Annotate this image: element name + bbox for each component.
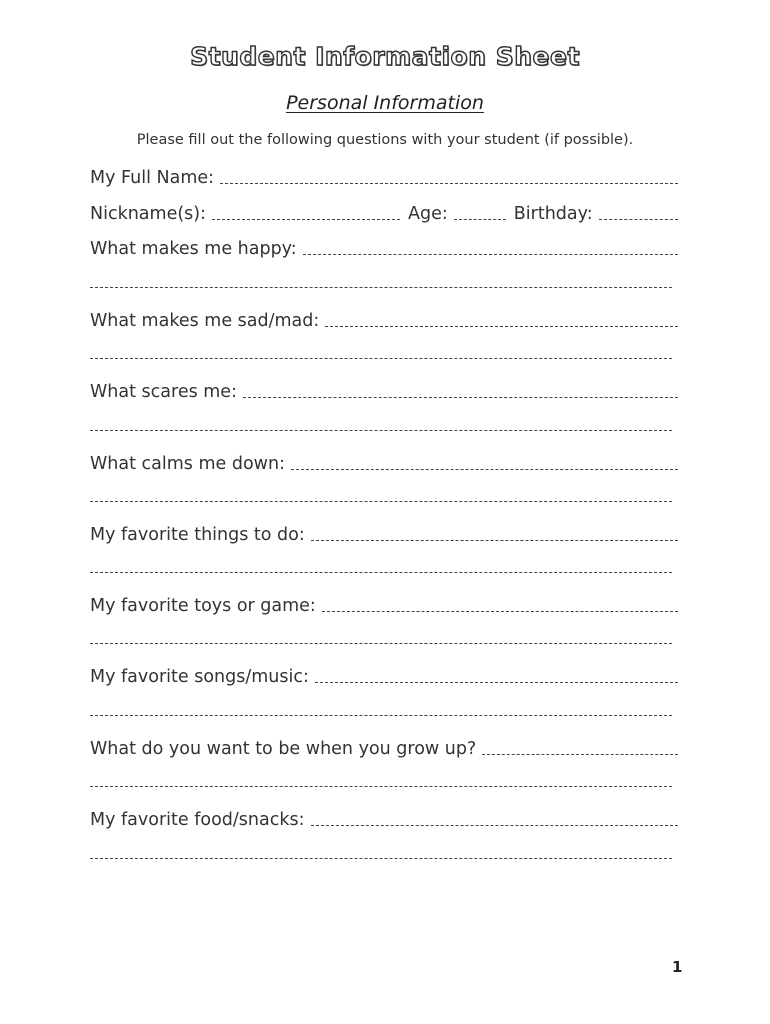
question-label: My favorite toys or game: — [90, 596, 316, 616]
question-label: What scares me: — [90, 382, 237, 402]
section-subtitle: Personal Information — [286, 92, 484, 114]
answer-line[interactable] — [90, 572, 672, 573]
question-label: My favorite food/snacks: — [90, 810, 305, 830]
nickname-label: Nickname(s): — [90, 204, 207, 224]
answer-line[interactable] — [90, 715, 672, 716]
answer-line[interactable] — [90, 430, 672, 431]
answer-blank[interactable] — [325, 326, 678, 327]
age-blank[interactable] — [454, 219, 506, 220]
question-row — [90, 235, 678, 259]
question-row — [90, 521, 678, 545]
nickname-age-birthday-row — [90, 200, 678, 224]
page-number: 1 — [672, 958, 683, 976]
answer-blank[interactable] — [243, 397, 678, 398]
answer-line[interactable] — [90, 858, 672, 859]
question-label: What makes me happy: — [90, 239, 297, 259]
nickname-blank[interactable] — [212, 219, 400, 220]
question-row — [90, 592, 678, 616]
question-row — [90, 378, 678, 402]
question-row — [90, 735, 678, 759]
question-row — [90, 450, 678, 474]
answer-line[interactable] — [90, 643, 672, 644]
answer-blank[interactable] — [315, 682, 678, 683]
full-name-label: My Full Name: — [90, 168, 215, 188]
answer-blank[interactable] — [291, 469, 678, 470]
question-row — [90, 806, 678, 830]
answer-blank[interactable] — [482, 754, 678, 755]
answer-line[interactable] — [90, 786, 672, 787]
answer-line[interactable] — [90, 287, 672, 288]
full-name-blank[interactable] — [220, 183, 678, 184]
age-label: Age: — [408, 204, 448, 224]
instructions-text: Please fill out the following questions with your student (if possible). — [136, 132, 634, 148]
question-row — [90, 307, 678, 331]
full-name-row — [90, 164, 678, 188]
sheet-title: Student Information Sheet — [190, 42, 580, 71]
answer-blank[interactable] — [322, 611, 678, 612]
birthday-label: Birthday: — [513, 204, 593, 224]
answer-blank[interactable] — [303, 254, 678, 255]
question-label: My favorite songs/music: — [90, 667, 309, 687]
question-label: My favorite things to do: — [90, 525, 305, 545]
birthday-blank[interactable] — [599, 219, 678, 220]
question-label: What calms me down: — [90, 454, 285, 474]
question-label: What do you want to be when you grow up? — [90, 739, 477, 759]
answer-line[interactable] — [90, 501, 672, 502]
answer-blank[interactable] — [311, 825, 679, 826]
answer-blank[interactable] — [311, 540, 678, 541]
answer-line[interactable] — [90, 358, 672, 359]
question-row — [90, 663, 678, 687]
question-label: What makes me sad/mad: — [90, 311, 320, 331]
